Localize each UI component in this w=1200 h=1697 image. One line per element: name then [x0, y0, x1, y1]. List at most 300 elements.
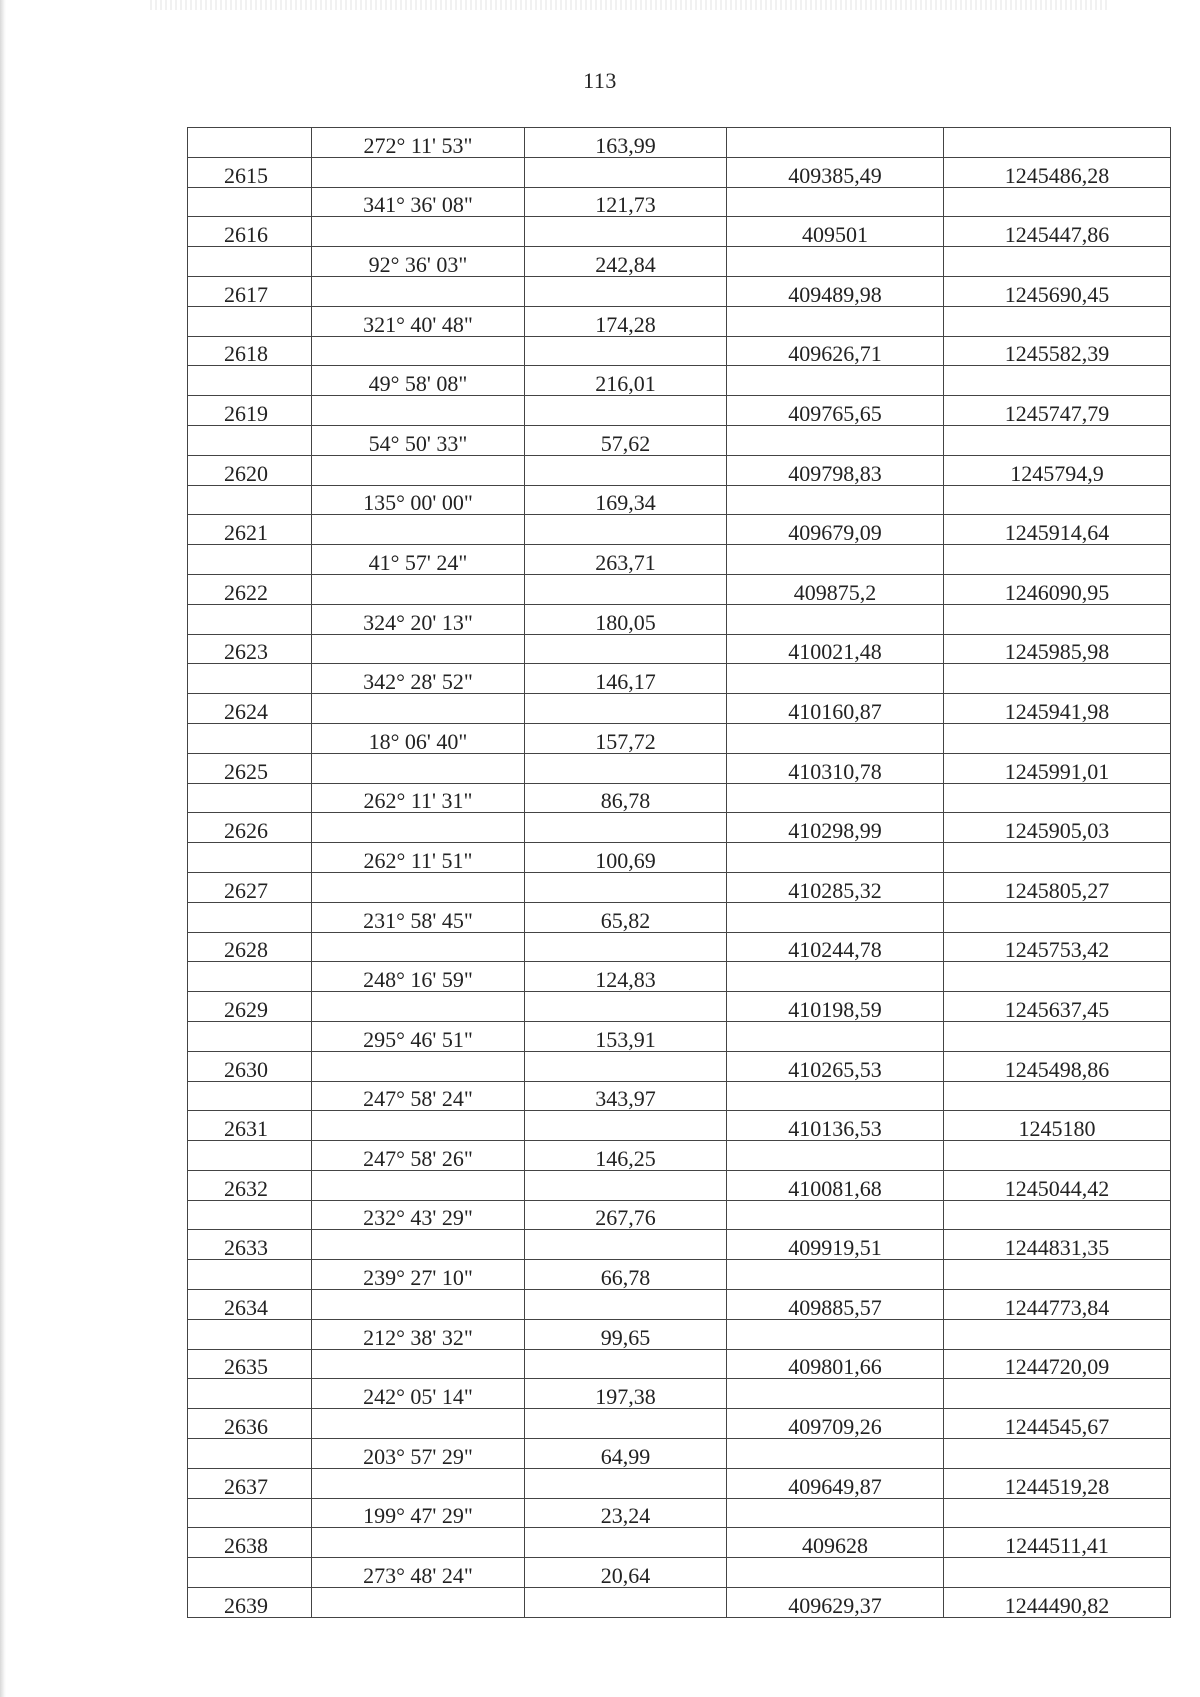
table-row: [188, 962, 1171, 992]
point-number-cell: [188, 425, 312, 455]
length-cell: 163,99: [525, 128, 727, 158]
length-cell: 66,78: [525, 1260, 727, 1290]
direction-angle-cell: 54° 50' 33": [312, 425, 525, 455]
point-number-cell: 2616: [188, 217, 312, 247]
table-row: [188, 932, 1171, 962]
direction-angle-cell: 231° 58' 45": [312, 902, 525, 932]
x-coordinate-cell: [727, 664, 944, 694]
point-number-cell: [188, 902, 312, 932]
point-number-cell: [188, 1558, 312, 1588]
length-cell: [525, 992, 727, 1022]
point-number-cell: 2623: [188, 634, 312, 664]
point-number-cell: [188, 1081, 312, 1111]
y-coordinate-cell: 1245637,45: [944, 992, 1171, 1022]
y-coordinate-cell: [944, 1260, 1171, 1290]
table-row: [188, 1498, 1171, 1528]
direction-angle-cell: 262° 11' 51": [312, 843, 525, 873]
y-coordinate-cell: [944, 1141, 1171, 1171]
point-number-cell: [188, 664, 312, 694]
y-coordinate-cell: [944, 843, 1171, 873]
point-number-cell: 2639: [188, 1588, 312, 1618]
length-cell: 86,78: [525, 783, 727, 813]
y-coordinate-cell: 1245794,9: [944, 455, 1171, 485]
point-number-cell: 2625: [188, 753, 312, 783]
y-coordinate-cell: [944, 1558, 1171, 1588]
y-coordinate-cell: 1245905,03: [944, 813, 1171, 843]
y-coordinate-cell: 1245753,42: [944, 932, 1171, 962]
direction-angle-cell: 341° 36' 08": [312, 187, 525, 217]
table-row: [188, 1349, 1171, 1379]
table-row: [188, 992, 1171, 1022]
direction-angle-cell: 41° 57' 24": [312, 545, 525, 575]
direction-angle-cell: [312, 813, 525, 843]
direction-angle-cell: [312, 157, 525, 187]
x-coordinate-cell: 410160,87: [727, 694, 944, 724]
table-row: [188, 1558, 1171, 1588]
table-row: [188, 783, 1171, 813]
direction-angle-cell: [312, 217, 525, 247]
y-coordinate-cell: 1244831,35: [944, 1230, 1171, 1260]
length-cell: [525, 217, 727, 247]
point-number-cell: [188, 187, 312, 217]
x-coordinate-cell: 410265,53: [727, 1051, 944, 1081]
table-row: [188, 187, 1171, 217]
point-number-cell: [188, 1379, 312, 1409]
direction-angle-cell: 199° 47' 29": [312, 1498, 525, 1528]
length-cell: [525, 515, 727, 545]
table-row: [188, 574, 1171, 604]
length-cell: [525, 157, 727, 187]
table-row: [188, 306, 1171, 336]
table-row: [188, 396, 1171, 426]
x-coordinate-cell: [727, 962, 944, 992]
direction-angle-cell: 324° 20' 13": [312, 604, 525, 634]
table-row: [188, 1409, 1171, 1439]
y-coordinate-cell: [944, 1379, 1171, 1409]
y-coordinate-cell: 1244490,82: [944, 1588, 1171, 1618]
y-coordinate-cell: 1246090,95: [944, 574, 1171, 604]
point-number-cell: 2618: [188, 336, 312, 366]
length-cell: 20,64: [525, 1558, 727, 1588]
y-coordinate-cell: [944, 1200, 1171, 1230]
direction-angle-cell: 49° 58' 08": [312, 366, 525, 396]
direction-angle-cell: [312, 753, 525, 783]
table-row: [188, 1170, 1171, 1200]
x-coordinate-cell: [727, 366, 944, 396]
length-cell: 124,83: [525, 962, 727, 992]
y-coordinate-cell: [944, 1081, 1171, 1111]
x-coordinate-cell: [727, 306, 944, 336]
direction-angle-cell: [312, 276, 525, 306]
x-coordinate-cell: [727, 1021, 944, 1051]
y-coordinate-cell: [944, 187, 1171, 217]
point-number-cell: [188, 723, 312, 753]
direction-angle-cell: [312, 1290, 525, 1320]
y-coordinate-cell: 1244720,09: [944, 1349, 1171, 1379]
coordinates-table-body: [188, 128, 1171, 1618]
y-coordinate-cell: [944, 247, 1171, 277]
x-coordinate-cell: [727, 843, 944, 873]
x-coordinate-cell: [727, 187, 944, 217]
x-coordinate-cell: 409501: [727, 217, 944, 247]
length-cell: [525, 634, 727, 664]
x-coordinate-cell: [727, 1081, 944, 1111]
table-row: [188, 1290, 1171, 1320]
x-coordinate-cell: [727, 1439, 944, 1469]
direction-angle-cell: [312, 634, 525, 664]
x-coordinate-cell: 409628: [727, 1528, 944, 1558]
y-coordinate-cell: 1245582,39: [944, 336, 1171, 366]
length-cell: 267,76: [525, 1200, 727, 1230]
point-number-cell: [188, 1439, 312, 1469]
length-cell: [525, 276, 727, 306]
point-number-cell: [188, 247, 312, 277]
y-coordinate-cell: 1245985,98: [944, 634, 1171, 664]
y-coordinate-cell: [944, 306, 1171, 336]
y-coordinate-cell: [944, 664, 1171, 694]
point-number-cell: [188, 128, 312, 158]
direction-angle-cell: [312, 1111, 525, 1141]
y-coordinate-cell: [944, 1021, 1171, 1051]
x-coordinate-cell: 409385,49: [727, 157, 944, 187]
length-cell: [525, 1468, 727, 1498]
length-cell: [525, 753, 727, 783]
x-coordinate-cell: [727, 485, 944, 515]
scan-top-noise: [150, 0, 1110, 10]
point-number-cell: [188, 485, 312, 515]
direction-angle-cell: [312, 1409, 525, 1439]
length-cell: 100,69: [525, 843, 727, 873]
direction-angle-cell: 247° 58' 24": [312, 1081, 525, 1111]
length-cell: 263,71: [525, 545, 727, 575]
table-row: [188, 1439, 1171, 1469]
table-row: [188, 1051, 1171, 1081]
scan-edge-shadow: [0, 0, 6, 1697]
x-coordinate-cell: [727, 1558, 944, 1588]
direction-angle-cell: [312, 1588, 525, 1618]
point-number-cell: 2634: [188, 1290, 312, 1320]
y-coordinate-cell: [944, 723, 1171, 753]
table-row: [188, 336, 1171, 366]
y-coordinate-cell: [944, 604, 1171, 634]
x-coordinate-cell: 410198,59: [727, 992, 944, 1022]
x-coordinate-cell: 409626,71: [727, 336, 944, 366]
x-coordinate-cell: [727, 1200, 944, 1230]
direction-angle-cell: 92° 36' 03": [312, 247, 525, 277]
direction-angle-cell: 342° 28' 52": [312, 664, 525, 694]
direction-angle-cell: [312, 1528, 525, 1558]
x-coordinate-cell: 409489,98: [727, 276, 944, 306]
direction-angle-cell: [312, 932, 525, 962]
length-cell: [525, 574, 727, 604]
length-cell: [525, 1170, 727, 1200]
length-cell: [525, 813, 727, 843]
x-coordinate-cell: 409919,51: [727, 1230, 944, 1260]
x-coordinate-cell: 409765,65: [727, 396, 944, 426]
y-coordinate-cell: [944, 783, 1171, 813]
length-cell: [525, 1111, 727, 1141]
x-coordinate-cell: [727, 783, 944, 813]
direction-angle-cell: [312, 336, 525, 366]
y-coordinate-cell: 1245447,86: [944, 217, 1171, 247]
point-number-cell: 2638: [188, 1528, 312, 1558]
point-number-cell: 2629: [188, 992, 312, 1022]
direction-angle-cell: 242° 05' 14": [312, 1379, 525, 1409]
point-number-cell: [188, 604, 312, 634]
y-coordinate-cell: [944, 1319, 1171, 1349]
direction-angle-cell: [312, 455, 525, 485]
point-number-cell: 2630: [188, 1051, 312, 1081]
x-coordinate-cell: 409798,83: [727, 455, 944, 485]
x-coordinate-cell: 409709,26: [727, 1409, 944, 1439]
direction-angle-cell: [312, 872, 525, 902]
length-cell: 65,82: [525, 902, 727, 932]
direction-angle-cell: 232° 43' 29": [312, 1200, 525, 1230]
x-coordinate-cell: 410021,48: [727, 634, 944, 664]
point-number-cell: 2624: [188, 694, 312, 724]
x-coordinate-cell: 409649,87: [727, 1468, 944, 1498]
table-row: [188, 217, 1171, 247]
table-row: [188, 515, 1171, 545]
y-coordinate-cell: 1245044,42: [944, 1170, 1171, 1200]
x-coordinate-cell: [727, 1498, 944, 1528]
table-row: [188, 1230, 1171, 1260]
point-number-cell: 2637: [188, 1468, 312, 1498]
table-row: [188, 902, 1171, 932]
x-coordinate-cell: [727, 1319, 944, 1349]
direction-angle-cell: 272° 11' 53": [312, 128, 525, 158]
table-row: [188, 1468, 1171, 1498]
point-number-cell: 2626: [188, 813, 312, 843]
x-coordinate-cell: 410285,32: [727, 872, 944, 902]
point-number-cell: [188, 366, 312, 396]
length-cell: 157,72: [525, 723, 727, 753]
length-cell: [525, 872, 727, 902]
direction-angle-cell: 135° 00' 00": [312, 485, 525, 515]
y-coordinate-cell: 1245747,79: [944, 396, 1171, 426]
point-number-cell: 2628: [188, 932, 312, 962]
length-cell: [525, 336, 727, 366]
direction-angle-cell: 248° 16' 59": [312, 962, 525, 992]
x-coordinate-cell: [727, 247, 944, 277]
y-coordinate-cell: [944, 128, 1171, 158]
x-coordinate-cell: [727, 128, 944, 158]
point-number-cell: 2631: [188, 1111, 312, 1141]
point-number-cell: [188, 783, 312, 813]
direction-angle-cell: [312, 1349, 525, 1379]
length-cell: [525, 1588, 727, 1618]
y-coordinate-cell: 1245690,45: [944, 276, 1171, 306]
table-row: [188, 753, 1171, 783]
length-cell: [525, 455, 727, 485]
point-number-cell: 2633: [188, 1230, 312, 1260]
point-number-cell: [188, 1319, 312, 1349]
point-number-cell: 2615: [188, 157, 312, 187]
length-cell: [525, 1290, 727, 1320]
x-coordinate-cell: 410081,68: [727, 1170, 944, 1200]
table-row: [188, 1021, 1171, 1051]
length-cell: 57,62: [525, 425, 727, 455]
length-cell: 23,24: [525, 1498, 727, 1528]
y-coordinate-cell: 1245914,64: [944, 515, 1171, 545]
y-coordinate-cell: [944, 902, 1171, 932]
length-cell: 146,25: [525, 1141, 727, 1171]
x-coordinate-cell: [727, 545, 944, 575]
direction-angle-cell: [312, 694, 525, 724]
table-row: [188, 604, 1171, 634]
table-row: [188, 1111, 1171, 1141]
x-coordinate-cell: 410310,78: [727, 753, 944, 783]
x-coordinate-cell: [727, 1141, 944, 1171]
table-row: [188, 455, 1171, 485]
point-number-cell: [188, 962, 312, 992]
table-row: [188, 723, 1171, 753]
length-cell: [525, 1528, 727, 1558]
table-row: [188, 545, 1171, 575]
point-number-cell: 2617: [188, 276, 312, 306]
x-coordinate-cell: [727, 604, 944, 634]
y-coordinate-cell: [944, 1498, 1171, 1528]
x-coordinate-cell: 409679,09: [727, 515, 944, 545]
table-row: [188, 1081, 1171, 1111]
table-row: [188, 276, 1171, 306]
point-number-cell: [188, 1498, 312, 1528]
y-coordinate-cell: 1244545,67: [944, 1409, 1171, 1439]
direction-angle-cell: 273° 48' 24": [312, 1558, 525, 1588]
direction-angle-cell: [312, 396, 525, 426]
point-number-cell: 2620: [188, 455, 312, 485]
table-row: [188, 1528, 1171, 1558]
y-coordinate-cell: [944, 425, 1171, 455]
point-number-cell: [188, 843, 312, 873]
table-row: [188, 634, 1171, 664]
y-coordinate-cell: [944, 485, 1171, 515]
x-coordinate-cell: [727, 1379, 944, 1409]
direction-angle-cell: [312, 1051, 525, 1081]
table-row: [188, 366, 1171, 396]
point-number-cell: 2619: [188, 396, 312, 426]
point-number-cell: 2635: [188, 1349, 312, 1379]
point-number-cell: [188, 1141, 312, 1171]
length-cell: 153,91: [525, 1021, 727, 1051]
length-cell: [525, 396, 727, 426]
point-number-cell: 2622: [188, 574, 312, 604]
direction-angle-cell: 247° 58' 26": [312, 1141, 525, 1171]
y-coordinate-cell: 1245180: [944, 1111, 1171, 1141]
direction-angle-cell: 321° 40' 48": [312, 306, 525, 336]
y-coordinate-cell: [944, 366, 1171, 396]
table-row: [188, 664, 1171, 694]
direction-angle-cell: [312, 1170, 525, 1200]
length-cell: 169,34: [525, 485, 727, 515]
table-row: [188, 843, 1171, 873]
x-coordinate-cell: 409629,37: [727, 1588, 944, 1618]
direction-angle-cell: 203° 57' 29": [312, 1439, 525, 1469]
length-cell: [525, 694, 727, 724]
y-coordinate-cell: 1244511,41: [944, 1528, 1171, 1558]
point-number-cell: [188, 1200, 312, 1230]
direction-angle-cell: 262° 11' 31": [312, 783, 525, 813]
point-number-cell: 2627: [188, 872, 312, 902]
page-number: 113: [583, 68, 617, 93]
table-row: [188, 425, 1171, 455]
table-row: [188, 694, 1171, 724]
table-row: [188, 1200, 1171, 1230]
x-coordinate-cell: 409885,57: [727, 1290, 944, 1320]
length-cell: [525, 932, 727, 962]
x-coordinate-cell: 409875,2: [727, 574, 944, 604]
table-row: [188, 1588, 1171, 1618]
point-number-cell: 2621: [188, 515, 312, 545]
table-row: [188, 128, 1171, 158]
direction-angle-cell: 239° 27' 10": [312, 1260, 525, 1290]
point-number-cell: [188, 545, 312, 575]
length-cell: 146,17: [525, 664, 727, 694]
y-coordinate-cell: 1245805,27: [944, 872, 1171, 902]
direction-angle-cell: [312, 1468, 525, 1498]
point-number-cell: [188, 1021, 312, 1051]
length-cell: 343,97: [525, 1081, 727, 1111]
x-coordinate-cell: 410244,78: [727, 932, 944, 962]
table-row: [188, 1141, 1171, 1171]
y-coordinate-cell: 1245941,98: [944, 694, 1171, 724]
point-number-cell: [188, 306, 312, 336]
y-coordinate-cell: [944, 1439, 1171, 1469]
y-coordinate-cell: 1245498,86: [944, 1051, 1171, 1081]
length-cell: 180,05: [525, 604, 727, 634]
x-coordinate-cell: 409801,66: [727, 1349, 944, 1379]
length-cell: 197,38: [525, 1379, 727, 1409]
length-cell: [525, 1051, 727, 1081]
y-coordinate-cell: [944, 962, 1171, 992]
x-coordinate-cell: 410298,99: [727, 813, 944, 843]
point-number-cell: [188, 1260, 312, 1290]
x-coordinate-cell: [727, 1260, 944, 1290]
table-row: [188, 485, 1171, 515]
direction-angle-cell: 212° 38' 32": [312, 1319, 525, 1349]
x-coordinate-cell: [727, 425, 944, 455]
y-coordinate-cell: [944, 545, 1171, 575]
coordinates-table: [187, 127, 1171, 1618]
table-row: [188, 157, 1171, 187]
length-cell: 242,84: [525, 247, 727, 277]
point-number-cell: 2632: [188, 1170, 312, 1200]
y-coordinate-cell: 1245991,01: [944, 753, 1171, 783]
x-coordinate-cell: [727, 902, 944, 932]
direction-angle-cell: [312, 515, 525, 545]
length-cell: [525, 1409, 727, 1439]
length-cell: 64,99: [525, 1439, 727, 1469]
direction-angle-cell: 295° 46' 51": [312, 1021, 525, 1051]
length-cell: 216,01: [525, 366, 727, 396]
length-cell: 99,65: [525, 1319, 727, 1349]
direction-angle-cell: [312, 992, 525, 1022]
x-coordinate-cell: 410136,53: [727, 1111, 944, 1141]
length-cell: 174,28: [525, 306, 727, 336]
y-coordinate-cell: 1244773,84: [944, 1290, 1171, 1320]
table-row: [188, 247, 1171, 277]
table-row: [188, 813, 1171, 843]
table-row: [188, 1379, 1171, 1409]
y-coordinate-cell: 1244519,28: [944, 1468, 1171, 1498]
table-row: [188, 1319, 1171, 1349]
direction-angle-cell: [312, 1230, 525, 1260]
table-row: [188, 872, 1171, 902]
length-cell: [525, 1349, 727, 1379]
length-cell: 121,73: [525, 187, 727, 217]
length-cell: [525, 1230, 727, 1260]
table-row: [188, 1260, 1171, 1290]
